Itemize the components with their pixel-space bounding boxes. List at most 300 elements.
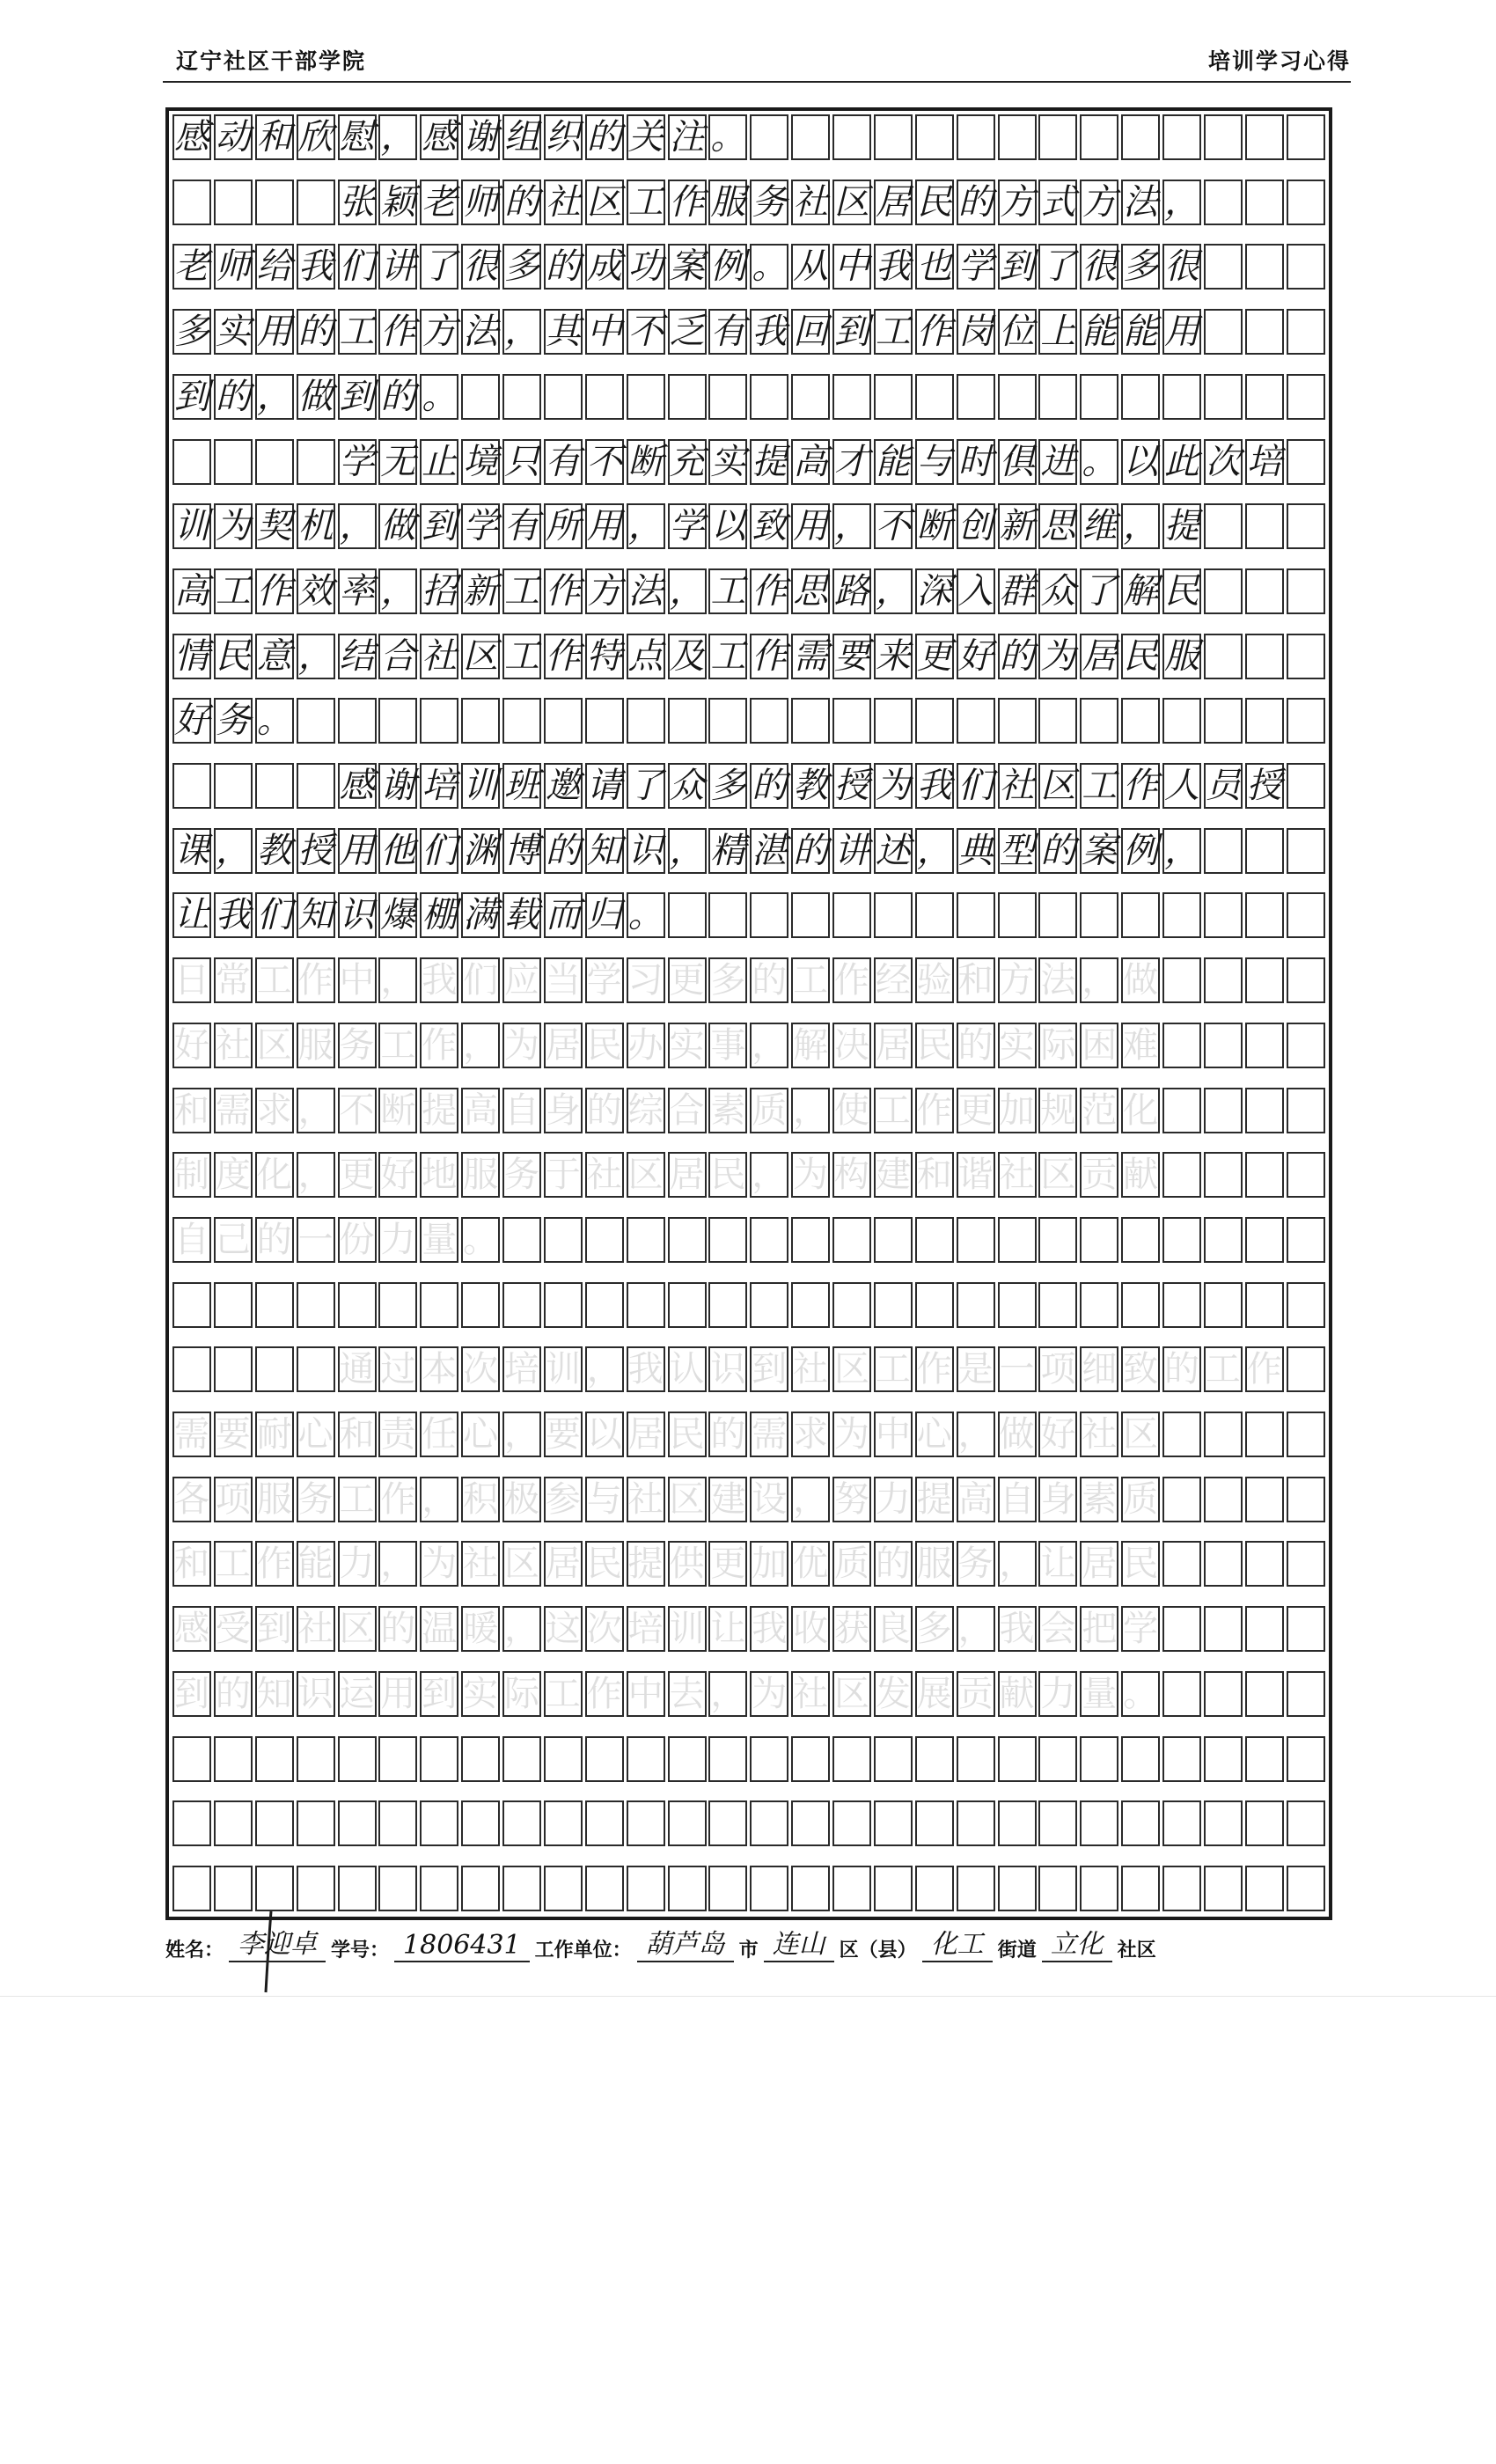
grid-cell: 社 <box>627 1477 665 1522</box>
grid-cell: ， <box>874 568 913 614</box>
grid-cell <box>1287 568 1325 614</box>
grid-row <box>169 892 1329 938</box>
grid-cell: 。 <box>255 698 294 744</box>
grid-cell <box>461 374 500 420</box>
grid-cell: 了 <box>627 763 665 809</box>
grid-cell: 工 <box>544 1671 583 1717</box>
grid-cell <box>1162 1736 1201 1782</box>
grid-cell: 不 <box>627 309 665 355</box>
grid-cell <box>832 1217 871 1263</box>
grid-cell: 实 <box>214 309 253 355</box>
grid-cell: 工 <box>502 634 541 679</box>
grid-cell: 归 <box>585 892 624 938</box>
grid-cell <box>1121 1866 1160 1911</box>
grid-cell <box>1162 1606 1201 1652</box>
grid-row <box>169 957 1329 1003</box>
grid-cell: 服 <box>1162 634 1201 679</box>
grid-cell <box>1121 1217 1160 1263</box>
grid-cell <box>338 1866 377 1911</box>
grid-cell: 社 <box>791 180 830 225</box>
grid-cell: 加 <box>998 1088 1037 1133</box>
grid-cell: 让 <box>708 1606 747 1652</box>
grid-cell: 的 <box>957 1023 995 1068</box>
grid-cell: 高 <box>461 1088 500 1133</box>
grid-cell: 注 <box>668 114 707 160</box>
grid-cell: 居 <box>1080 1541 1118 1587</box>
grid-cell: 师 <box>214 244 253 290</box>
grid-cell: 作 <box>750 634 788 679</box>
grid-cell: 际 <box>502 1671 541 1717</box>
grid-cell: 提 <box>420 1088 458 1133</box>
grid-cell: 创 <box>957 503 995 549</box>
grid-cell <box>915 1282 954 1328</box>
grid-cell <box>1245 1217 1284 1263</box>
grid-cell: 解 <box>1121 568 1160 614</box>
grid-cell: 我 <box>627 1346 665 1392</box>
grid-cell: 到 <box>750 1346 788 1392</box>
grid-cell <box>297 1346 335 1392</box>
grid-cell: 化 <box>1121 1088 1160 1133</box>
grid-cell <box>1245 309 1284 355</box>
grid-cell: 量 <box>420 1217 458 1263</box>
grid-cell <box>461 698 500 744</box>
grid-cell <box>502 1736 541 1782</box>
grid-cell <box>1287 1736 1325 1782</box>
grid-cell: 民 <box>1121 1541 1160 1587</box>
grid-row <box>169 698 1329 744</box>
grid-cell: 民 <box>668 1412 707 1457</box>
grid-cell <box>297 1866 335 1911</box>
grid-cell: 需 <box>172 1412 211 1457</box>
grid-cell: 思 <box>1038 503 1077 549</box>
grid-cell <box>1162 1541 1201 1587</box>
grid-cell <box>214 1800 253 1846</box>
grid-cell: 有 <box>708 309 747 355</box>
grid-cell <box>998 1282 1037 1328</box>
grid-cell: ， <box>708 1671 747 1717</box>
grid-cell: 上 <box>1038 309 1077 355</box>
grid-cell <box>585 1736 624 1782</box>
grid-cell <box>1162 698 1201 744</box>
grid-cell: 训 <box>544 1346 583 1392</box>
grid-cell <box>668 1217 707 1263</box>
grid-cell: 感 <box>338 763 377 809</box>
grid-cell: 时 <box>957 439 995 485</box>
grid-cell: 请 <box>585 763 624 809</box>
grid-cell <box>1287 374 1325 420</box>
grid-cell: 识 <box>338 892 377 938</box>
grid-cell <box>1204 1866 1243 1911</box>
grid-cell: 社 <box>791 1671 830 1717</box>
grid-cell <box>832 1866 871 1911</box>
grid-cell <box>750 1282 788 1328</box>
grid-cell: 为 <box>502 1023 541 1068</box>
grid-cell: 我 <box>874 244 913 290</box>
grid-cell: 培 <box>502 1346 541 1392</box>
grid-cell: 为 <box>420 1541 458 1587</box>
grid-cell: 作 <box>1121 763 1160 809</box>
grid-cell <box>255 1866 294 1911</box>
grid-cell <box>1245 698 1284 744</box>
grid-cell <box>668 892 707 938</box>
grid-cell: 务 <box>214 698 253 744</box>
grid-cell: 社 <box>1080 1412 1118 1457</box>
grid-cell: 教 <box>791 763 830 809</box>
grid-cell: 作 <box>915 1088 954 1133</box>
grid-cell: 于 <box>544 1152 583 1198</box>
grid-cell <box>627 698 665 744</box>
grid-cell: 棚 <box>420 892 458 938</box>
grid-cell: 断 <box>378 1088 417 1133</box>
grid-cell <box>1245 1866 1284 1911</box>
grid-cell <box>1287 1606 1325 1652</box>
grid-cell: 的 <box>297 309 335 355</box>
grid-cell: 为 <box>750 1671 788 1717</box>
grid-cell <box>1287 114 1325 160</box>
grid-cell <box>420 1800 458 1846</box>
grid-cell: 无 <box>378 439 417 485</box>
grid-cell: 作 <box>585 1671 624 1717</box>
grid-cell: 能 <box>1121 309 1160 355</box>
grid-cell: 的 <box>585 114 624 160</box>
grid-cell <box>1162 1412 1201 1457</box>
grid-cell <box>585 1217 624 1263</box>
grid-row <box>169 1412 1329 1457</box>
grid-cell <box>1204 828 1243 874</box>
grid-cell: 所 <box>544 503 583 549</box>
grid-cell: 高 <box>172 568 211 614</box>
grid-cell: 社 <box>998 1152 1037 1198</box>
grid-cell: ， <box>957 1412 995 1457</box>
grid-cell <box>1080 1736 1118 1782</box>
grid-cell: 群 <box>998 568 1037 614</box>
grid-cell <box>627 1736 665 1782</box>
grid-cell <box>255 1800 294 1846</box>
grid-cell <box>1287 1088 1325 1133</box>
grid-cell: 度 <box>214 1152 253 1198</box>
grid-cell <box>627 1217 665 1263</box>
grid-cell: 贡 <box>1080 1152 1118 1198</box>
grid-cell: 贡 <box>957 1671 995 1717</box>
grid-cell: 给 <box>255 244 294 290</box>
grid-cell <box>420 698 458 744</box>
grid-cell: 和 <box>915 1152 954 1198</box>
grid-cell <box>874 698 913 744</box>
grid-cell <box>255 1346 294 1392</box>
document-title: 培训学习心得 <box>1207 48 1351 74</box>
grid-cell: 收 <box>791 1606 830 1652</box>
grid-cell: ， <box>378 1541 417 1587</box>
grid-cell: 此 <box>1162 439 1201 485</box>
grid-cell: 以 <box>1121 439 1160 485</box>
grid-cell: 才 <box>832 439 871 485</box>
grid-cell: ， <box>585 1346 624 1392</box>
grid-cell: ， <box>255 374 294 420</box>
grid-cell: 设 <box>750 1477 788 1522</box>
grid-cell: 发 <box>874 1671 913 1717</box>
grid-cell <box>297 180 335 225</box>
grid-cell: 作 <box>750 568 788 614</box>
grid-cell: 化 <box>255 1152 294 1198</box>
grid-cell: ， <box>1080 957 1118 1003</box>
grid-cell: 用 <box>791 503 830 549</box>
grid-cell: 区 <box>255 1023 294 1068</box>
grid-cell: 们 <box>338 244 377 290</box>
grid-cell <box>998 698 1037 744</box>
grid-cell: 作 <box>832 957 871 1003</box>
grid-cell: ， <box>297 634 335 679</box>
grid-cell: ， <box>214 828 253 874</box>
grid-cell <box>1287 1671 1325 1717</box>
grid-cell: 更 <box>708 1541 747 1587</box>
grid-cell: 提 <box>1162 503 1201 549</box>
grid-cell: 服 <box>708 180 747 225</box>
grid-cell <box>172 1736 211 1782</box>
grid-cell: ， <box>668 828 707 874</box>
grid-cell: 区 <box>627 1152 665 1198</box>
grid-cell <box>1204 1282 1243 1328</box>
grid-cell: 与 <box>915 439 954 485</box>
grid-row <box>169 1606 1329 1652</box>
grid-cell: 居 <box>874 1023 913 1068</box>
grid-row <box>169 1800 1329 1846</box>
grid-cell: 合 <box>668 1088 707 1133</box>
grid-cell: 社 <box>998 763 1037 809</box>
grid-cell: 素 <box>1080 1477 1118 1522</box>
grid-cell: 的 <box>791 828 830 874</box>
grid-cell: 做 <box>1121 957 1160 1003</box>
grid-cell <box>1287 1023 1325 1068</box>
grid-cell: 爆 <box>378 892 417 938</box>
grid-cell <box>832 892 871 938</box>
grid-cell <box>957 1282 995 1328</box>
grid-cell: 应 <box>502 957 541 1003</box>
grid-cell: 能 <box>874 439 913 485</box>
grid-cell: 社 <box>544 180 583 225</box>
grid-cell <box>750 1217 788 1263</box>
grid-cell <box>1204 1152 1243 1198</box>
grid-cell: 工 <box>1204 1346 1243 1392</box>
grid-cell <box>1287 828 1325 874</box>
grid-cell: 邀 <box>544 763 583 809</box>
grid-cell: 。 <box>708 114 747 160</box>
grid-cell: 动 <box>214 114 253 160</box>
grid-cell: 服 <box>297 1023 335 1068</box>
grid-cell <box>1245 503 1284 549</box>
name-value: 李迎卓 <box>229 1922 326 1962</box>
grid-cell: 要 <box>544 1412 583 1457</box>
grid-cell: ， <box>378 957 417 1003</box>
grid-row <box>169 244 1329 290</box>
grid-cell: 述 <box>874 828 913 874</box>
grid-cell <box>585 1800 624 1846</box>
grid-cell: 路 <box>832 568 871 614</box>
grid-cell: 社 <box>420 634 458 679</box>
grid-cell: 作 <box>297 957 335 1003</box>
grid-cell: 培 <box>627 1606 665 1652</box>
grid-cell: ， <box>750 1023 788 1068</box>
grid-cell: 规 <box>1038 1088 1077 1133</box>
grid-cell <box>1121 892 1160 938</box>
grid-cell <box>957 1736 995 1782</box>
grid-cell: 训 <box>172 503 211 549</box>
grid-cell <box>874 1217 913 1263</box>
grid-cell <box>585 698 624 744</box>
grid-cell <box>172 1282 211 1328</box>
grid-cell: 们 <box>420 828 458 874</box>
grid-cell: 织 <box>544 114 583 160</box>
grid-cell: 身 <box>1038 1477 1077 1522</box>
grid-cell: 学 <box>461 503 500 549</box>
grid-cell: ， <box>1121 503 1160 549</box>
grid-cell <box>1287 503 1325 549</box>
grid-cell: 展 <box>915 1671 954 1717</box>
grid-cell: 好 <box>172 1023 211 1068</box>
grid-cell <box>832 114 871 160</box>
grid-cell <box>957 1217 995 1263</box>
grid-cell <box>214 1346 253 1392</box>
grid-cell: 高 <box>957 1477 995 1522</box>
grid-cell <box>874 114 913 160</box>
grid-cell: 多 <box>502 244 541 290</box>
grid-cell: 作 <box>668 180 707 225</box>
grid-cell: 作 <box>255 568 294 614</box>
grid-cell: 成 <box>585 244 624 290</box>
grid-cell: 更 <box>668 957 707 1003</box>
grid-cell <box>1245 1800 1284 1846</box>
grid-cell <box>1287 1152 1325 1198</box>
grid-cell: 服 <box>255 1477 294 1522</box>
grid-cell: 法 <box>1121 180 1160 225</box>
grid-cell <box>1287 439 1325 485</box>
grid-cell: 授 <box>1245 763 1284 809</box>
grid-cell: 通 <box>338 1346 377 1392</box>
grid-cell: 工 <box>708 634 747 679</box>
grid-cell: 献 <box>1121 1152 1160 1198</box>
grid-cell: ， <box>832 503 871 549</box>
grid-cell: 耐 <box>255 1412 294 1457</box>
grid-cell: 好 <box>378 1152 417 1198</box>
grid-cell: 教 <box>255 828 294 874</box>
grid-cell: 综 <box>627 1088 665 1133</box>
grid-cell: 作 <box>378 1477 417 1522</box>
grid-cell: 极 <box>502 1477 541 1522</box>
grid-cell <box>627 1282 665 1328</box>
grid-cell: 的 <box>1162 1346 1201 1392</box>
grid-cell <box>1038 1866 1077 1911</box>
grid-cell: 求 <box>255 1088 294 1133</box>
grid-cell: 到 <box>420 503 458 549</box>
grid-cell <box>1204 634 1243 679</box>
grid-cell <box>1287 1412 1325 1457</box>
grid-cell: 情 <box>172 634 211 679</box>
grid-cell <box>1162 1023 1201 1068</box>
grid-cell: ， <box>502 1412 541 1457</box>
grid-cell <box>502 1217 541 1263</box>
grid-cell: ， <box>378 114 417 160</box>
grid-cell <box>1162 957 1201 1003</box>
grid-cell: 渊 <box>461 828 500 874</box>
grid-cell: 民 <box>915 180 954 225</box>
grid-cell <box>1121 1282 1160 1328</box>
grid-cell: 居 <box>544 1023 583 1068</box>
grid-cell <box>420 1282 458 1328</box>
grid-cell: 人 <box>1162 763 1201 809</box>
grid-cell <box>1162 1671 1201 1717</box>
grid-cell: ， <box>1162 180 1201 225</box>
grid-cell: 当 <box>544 957 583 1003</box>
grid-cell: 区 <box>338 1606 377 1652</box>
grid-cell: 的 <box>255 1217 294 1263</box>
grid-cell: 建 <box>874 1152 913 1198</box>
grid-cell: 工 <box>255 957 294 1003</box>
grid-cell: 区 <box>1038 1152 1077 1198</box>
grid-cell: 致 <box>1121 1346 1160 1392</box>
grid-cell <box>915 1217 954 1263</box>
grid-cell: 用 <box>255 309 294 355</box>
grid-cell: 工 <box>791 957 830 1003</box>
grid-cell: 作 <box>420 1023 458 1068</box>
grid-cell <box>915 1800 954 1846</box>
grid-cell: 用 <box>1162 309 1201 355</box>
grid-cell: 献 <box>998 1671 1037 1717</box>
grid-cell: 办 <box>627 1023 665 1068</box>
grid-cell <box>1080 698 1118 744</box>
id-label: 学号： <box>331 1940 390 1962</box>
grid-cell: 断 <box>627 439 665 485</box>
grid-cell <box>461 1866 500 1911</box>
grid-cell: 区 <box>832 180 871 225</box>
grid-cell: 识 <box>297 1671 335 1717</box>
grid-cell <box>1204 1217 1243 1263</box>
grid-cell: 让 <box>1038 1541 1077 1587</box>
grid-cell: 能 <box>297 1541 335 1587</box>
grid-cell: 案 <box>1080 828 1118 874</box>
grid-cell <box>1245 568 1284 614</box>
grid-cell <box>915 698 954 744</box>
grid-cell: ， <box>750 1152 788 1198</box>
grid-row <box>169 1346 1329 1392</box>
grid-cell <box>832 1282 871 1328</box>
grid-cell: 不 <box>338 1088 377 1133</box>
grid-cell: 我 <box>297 244 335 290</box>
grid-cell <box>874 1800 913 1846</box>
grid-cell <box>998 374 1037 420</box>
grid-cell: 受 <box>214 1606 253 1652</box>
grid-cell: 好 <box>172 698 211 744</box>
grid-cell: 意 <box>255 634 294 679</box>
grid-cell: 质 <box>832 1541 871 1587</box>
grid-cell: 工 <box>214 568 253 614</box>
grid-cell: 更 <box>915 634 954 679</box>
grid-cell: 作 <box>1245 1346 1284 1392</box>
grid-cell <box>338 1800 377 1846</box>
grid-cell: 谢 <box>461 114 500 160</box>
grid-row <box>169 1023 1329 1068</box>
grid-cell <box>1162 1800 1201 1846</box>
grid-cell <box>1204 1088 1243 1133</box>
grid-cell: 工 <box>338 1477 377 1522</box>
grid-cell: ， <box>297 1088 335 1133</box>
grid-cell: 众 <box>668 763 707 809</box>
grid-cell <box>1162 1282 1201 1328</box>
name-label: 姓名： <box>165 1940 224 1962</box>
grid-cell <box>915 892 954 938</box>
grid-cell <box>915 1736 954 1782</box>
grid-cell: 中 <box>832 244 871 290</box>
grid-cell <box>750 1866 788 1911</box>
grid-cell <box>1287 1541 1325 1587</box>
